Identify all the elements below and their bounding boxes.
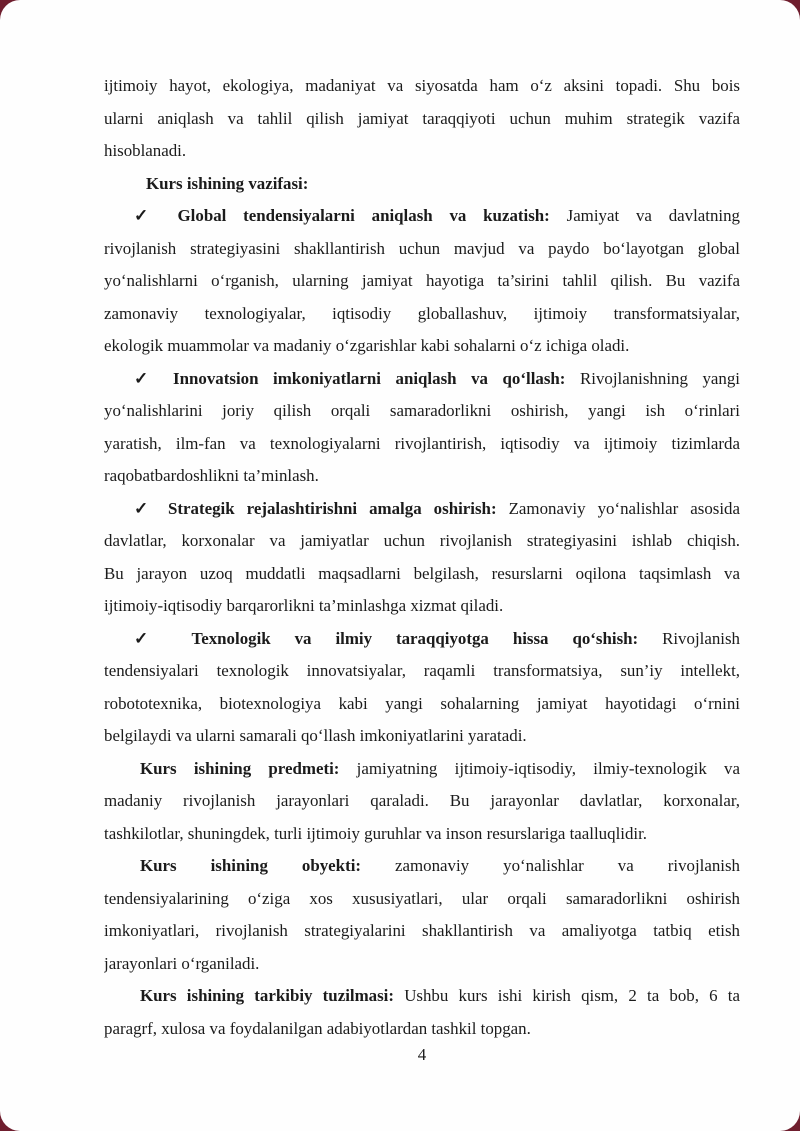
text-line (104, 720, 740, 753)
text-line (104, 655, 740, 688)
bold-text: ✓ Innovatsion imkoniyatlarni aniqlash va qo‘llash: (134, 368, 566, 388)
bold-text: ✓ Global tendensiyalarni aniqlash va kuzatish: (134, 206, 550, 225)
heading-vazifasi (104, 168, 740, 201)
body-text: Ushbu kurs ishi kirish qism, 2 ta bob, 6 ta (393, 986, 740, 1005)
body-text: tashkilotlar, shuningdek, turli ijtimoiy guruhlar va inson resurslariga taalluqlidir. (104, 823, 648, 843)
body-text: ijtimoiy hayot, ekologiya, madaniyat va siyosatda ham o‘z aksini topadi. Shu bois (104, 76, 740, 95)
bold-text: Kurs ishining predmeti: (140, 758, 340, 778)
para-tuzilmasi (104, 980, 740, 1045)
body-text: tendensiyalari texnologik innovatsiyalar, raqamli transformatsiya, sun’iy intellekt, (104, 661, 740, 680)
text-line (104, 558, 740, 591)
bold-text: Kurs ishining vazifasi: (146, 173, 309, 193)
body-text: ekologik muammolar va madaniy o‘zgarishlar kabi sohalarni o‘z ichiga oladi. (104, 336, 630, 355)
bullet-innovatsion (104, 363, 740, 493)
text-line (104, 103, 740, 136)
body-text: raqobatbardoshlikni ta’minlash. (104, 466, 319, 485)
para-intro (104, 70, 740, 168)
body-text: rivojlanish strategiyasini shakllantirish uchun mavjud va paydo bo‘layotgan global (104, 238, 740, 258)
text-line (104, 233, 740, 266)
bold-text: Kurs ishining tarkibiy tuzilmasi: (140, 986, 394, 1005)
body-text: ijtimoiy-iqtisodiy barqarorlikni ta’minlashga xizmat qiladi. (104, 596, 504, 615)
body-text: yo‘nalishlarni o‘rganish, ularning jamiyat hayotiga ta’sirini tahlil qilish. Bu vazifa (104, 271, 740, 290)
text-line (104, 785, 740, 818)
text-line (104, 623, 740, 656)
bold-text: Kurs ishining obyekti: (140, 856, 362, 875)
document-content (104, 70, 740, 1045)
text-line (104, 753, 740, 786)
para-obyekti (104, 850, 740, 980)
text-line (104, 688, 740, 721)
body-text: hisoblanadi. (104, 141, 187, 160)
text-line (104, 70, 740, 103)
text-line (104, 395, 740, 428)
text-line (104, 298, 740, 331)
bold-text: ✓ Strategik rejalashtirishni amalga oshirish: (134, 498, 497, 518)
text-line (104, 135, 740, 168)
text-line (104, 265, 740, 298)
body-text: Zamonaviy yo‘nalishlar asosida (496, 498, 740, 518)
body-text: belgilaydi va ularni samarali qo‘llash imkoniyatlarini yaratadi. (104, 726, 527, 745)
body-text: zamonaviy yo‘nalishlar va rivojlanish (361, 856, 740, 875)
para-predmeti (104, 753, 740, 851)
text-line (104, 883, 740, 916)
body-text: paragrf, xulosa va foydalanilgan adabiyotlardan tashkil topgan. (104, 1018, 531, 1038)
body-text: davlatlar, korxonalar va jamiyatlar uchun rivojlanish strategiyasini ishlab chiqish. (104, 531, 740, 550)
body-text: imkoniyatlari, rivojlanish strategiyalarini shakllantirish va amaliyotga tatbiq etish (104, 921, 740, 940)
text-line (104, 980, 740, 1013)
body-text: Rivojlanishning yangi (565, 368, 740, 388)
bullet-strategik (104, 493, 740, 623)
body-text: Jamiyat va davlatning (549, 206, 740, 225)
text-line (104, 948, 740, 981)
text-line (104, 525, 740, 558)
body-text: ularni aniqlash va tahlil qilish jamiyat taraqqiyoti uchun muhim strategik vazifa (104, 108, 740, 128)
body-text: zamonaviy texnologiyalar, iqtisodiy globallashuv, ijtimoiy transformatsiyalar, (104, 303, 740, 323)
text-line (104, 428, 740, 461)
body-text: Bu jarayon uzoq muddatli maqsadlarni belgilash, resurslarni oqilona taqsimlash va (104, 563, 740, 583)
text-line (104, 818, 740, 851)
text-line (104, 493, 740, 526)
bold-text: ✓ Texnologik va ilmiy taraqqiyotga hissa qo‘shish: (134, 628, 639, 648)
body-text: Rivojlanish (638, 628, 740, 648)
text-line (104, 850, 740, 883)
page-number: 4 (417, 1045, 427, 1064)
body-text: jarayonlari o‘rganiladi. (104, 953, 260, 973)
body-text: yaratish, ilm-fan va texnologiyalarni rivojlantirish, iqtisodiy va ijtimoiy tizimlarda (104, 433, 740, 453)
text-line (104, 168, 740, 201)
bullet-global (104, 200, 740, 363)
text-line (104, 915, 740, 948)
body-text: yo‘nalishlarini joriy qilish orqali samaradorlikni oshirish, yangi ish o‘rinlari (104, 401, 740, 420)
text-line (104, 590, 740, 623)
text-line (104, 200, 740, 233)
body-text: tendensiyalarining o‘ziga xos xususiyatlari, ular orqali samaradorlikni oshirish (104, 888, 740, 908)
text-line (104, 330, 740, 363)
text-line (104, 363, 740, 396)
body-text: madaniy rivojlanish jarayonlari qaraladi. Bu jarayonlar davlatlar, korxonalar, (104, 791, 740, 810)
text-line (104, 460, 740, 493)
body-text: jamiyatning ijtimoiy-iqtisodiy, ilmiy-texnologik va (339, 758, 740, 778)
bullet-texnologik (104, 623, 740, 753)
body-text: robototexnika, biotexnologiya kabi yangi sohalarning jamiyat hayotidagi o‘rnini (104, 693, 740, 713)
